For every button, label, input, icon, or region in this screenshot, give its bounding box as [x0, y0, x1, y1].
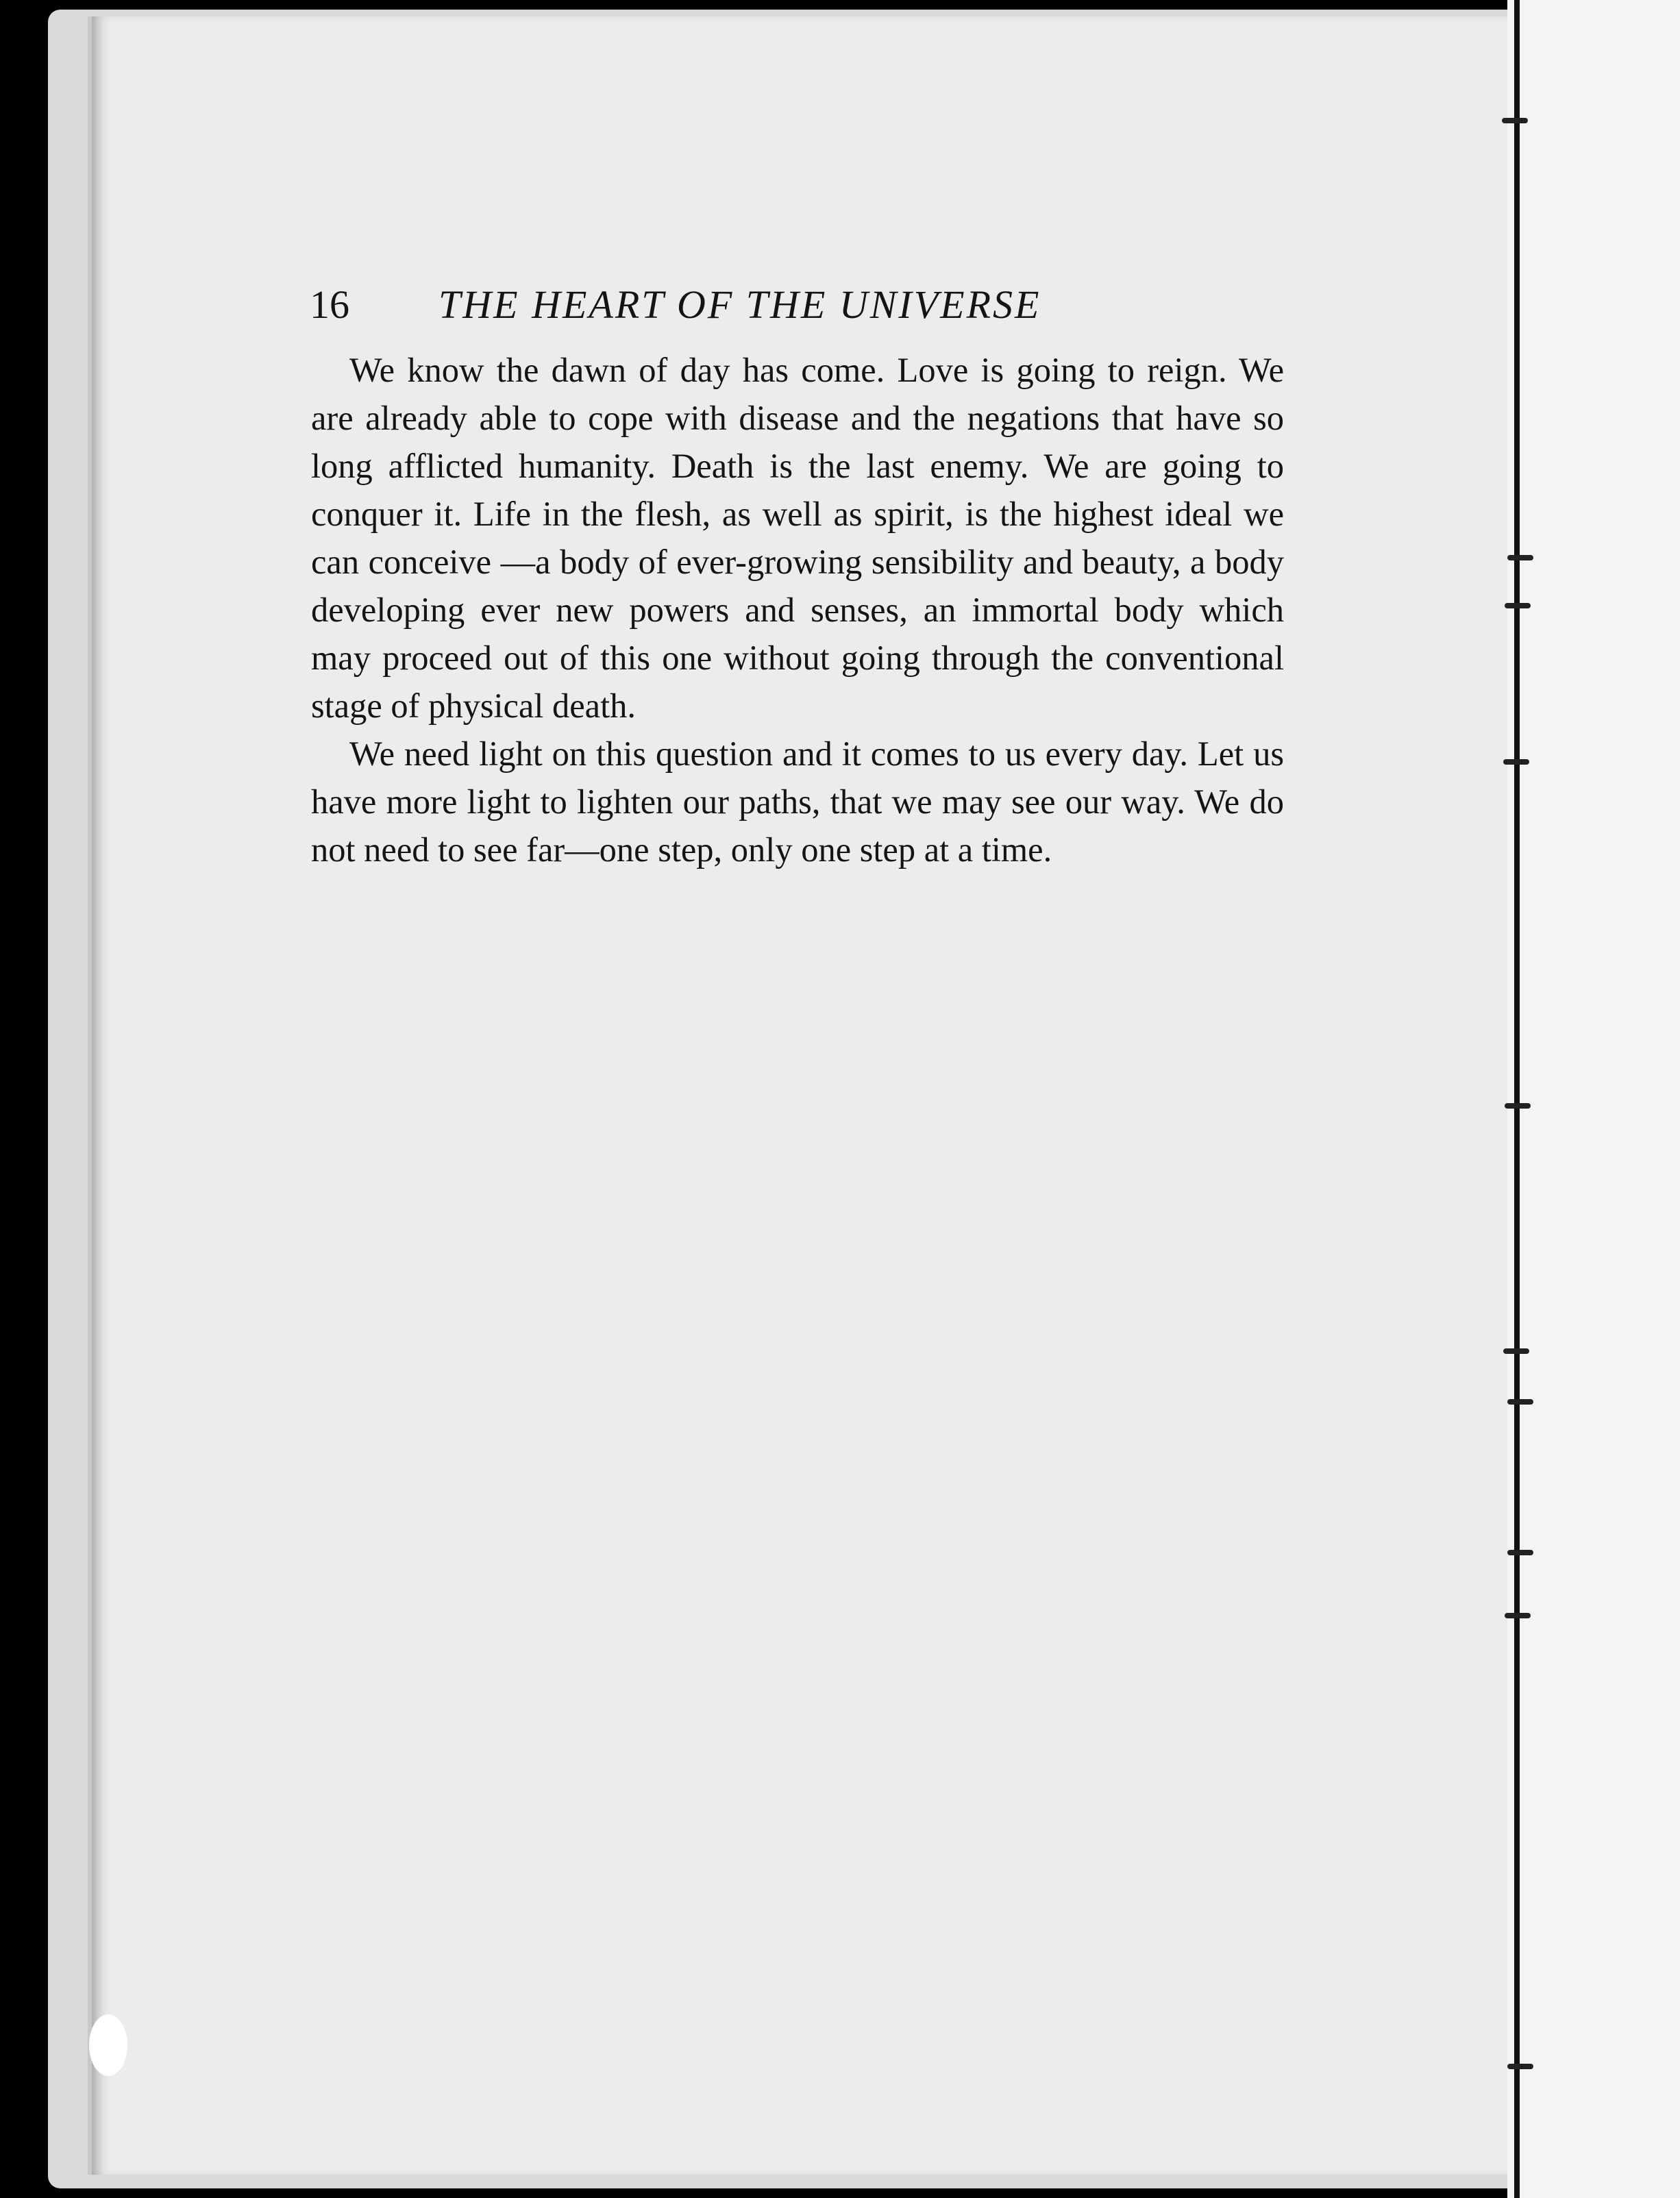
- binding-stitch: [1505, 1613, 1531, 1618]
- running-title: THE HEART OF THE UNIVERSE: [438, 282, 1041, 327]
- body-text: [311, 346, 1284, 874]
- paragraph: We know the dawn of day has come. Love is going to reign. We are already able to cope with disease and the negations that have so long afflicted humanity. Death is the last enemy. We are going to conquer it. Life in the flesh, as well as spirit, is the highest ideal we can conceive —a body of ever-growing sensibility and beauty, a body developing ever new powers and senses, an immortal body which may proceed out of this one without going through the conventional stage of physical death.: [311, 351, 1284, 725]
- paragraph: We need light on this question and it comes to us every day. Let us have more light to lighten our paths, that we may see our way. We do not need to see far—one step, only one step at a time.: [311, 734, 1284, 869]
- binding-stitch: [1507, 2064, 1533, 2069]
- binding-stitch: [1507, 555, 1533, 560]
- page-header: [310, 277, 1296, 332]
- binding-stitch: [1505, 603, 1531, 608]
- binding-thread: [1514, 0, 1520, 2198]
- page-number: 16: [310, 282, 349, 327]
- binding-stitch: [1507, 1550, 1533, 1555]
- book-page: [88, 16, 1531, 2175]
- binding-stitch: [1502, 118, 1528, 123]
- binding-stitch: [1505, 1103, 1531, 1109]
- paper-damage-speck: [89, 2014, 127, 2076]
- binding-gutter: [1507, 0, 1680, 2198]
- binding-stitch: [1503, 759, 1529, 765]
- binding-stitch: [1507, 1399, 1533, 1405]
- binding-stitch: [1503, 1348, 1529, 1354]
